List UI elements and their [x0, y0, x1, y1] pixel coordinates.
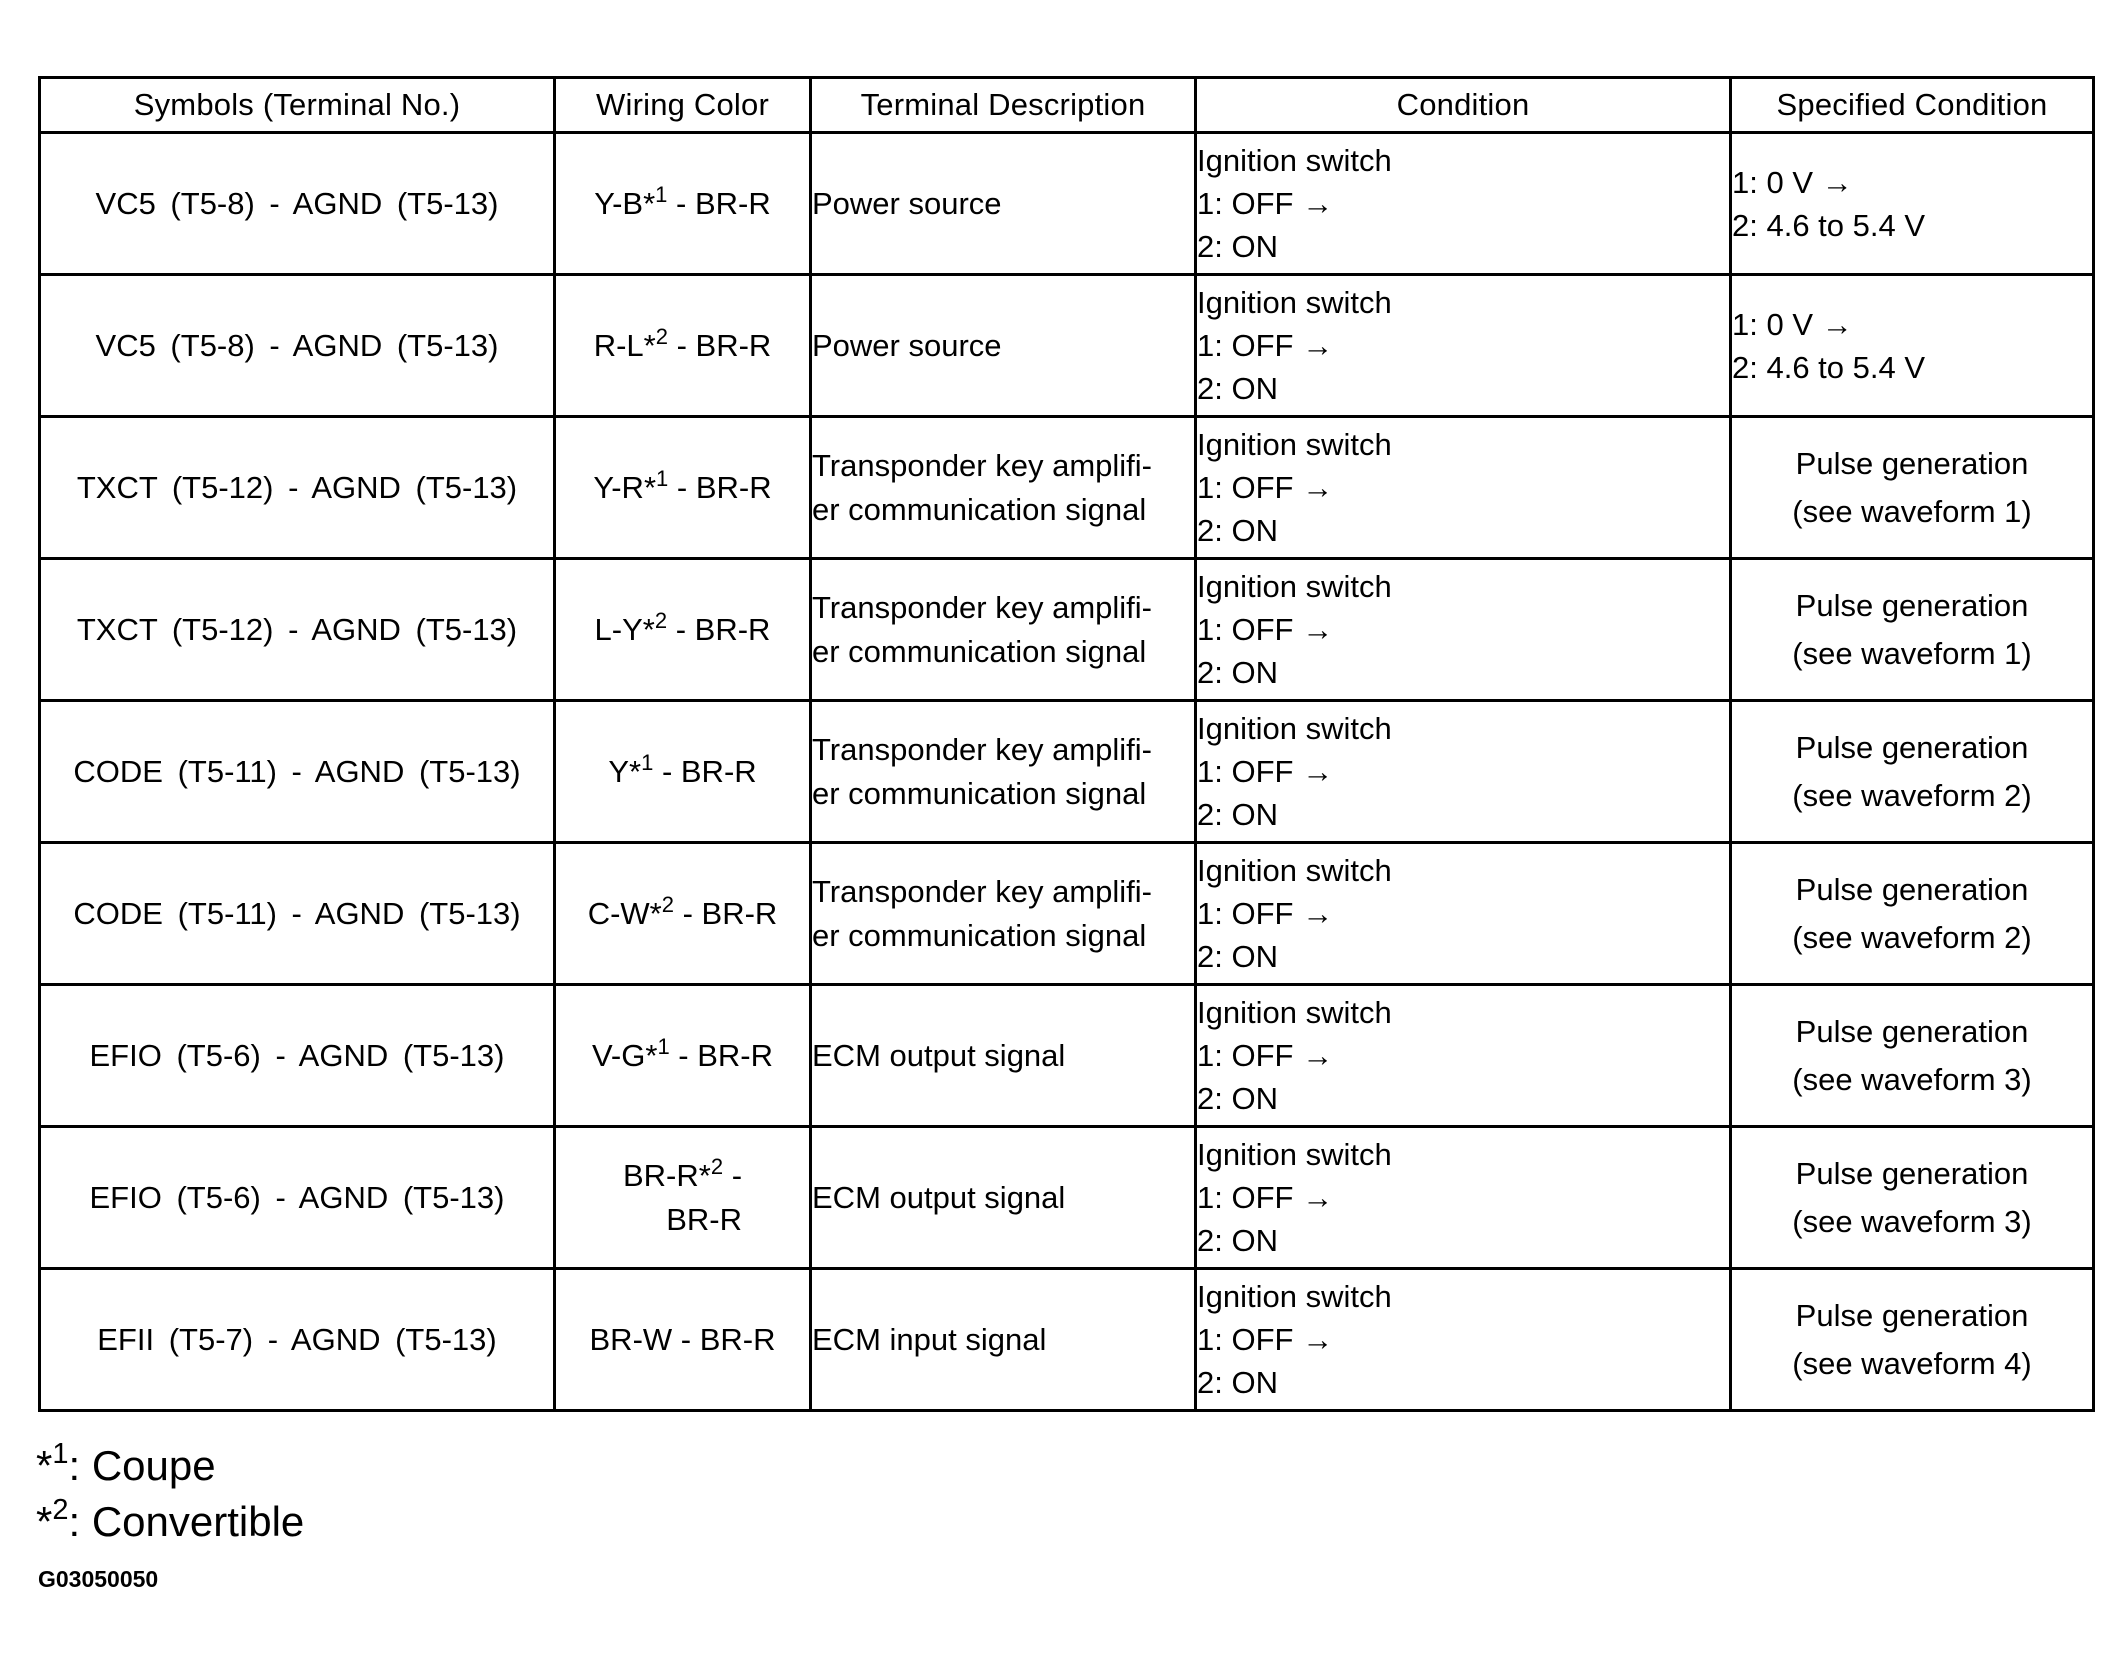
symbols-cell: VC5 (T5-8) - AGND (T5-13) [40, 133, 555, 275]
terminal-description-cell: ECM output signal [811, 1127, 1196, 1269]
terminal-description-cell: Transponder key amplifi- er communication signal [811, 701, 1196, 843]
table-row [40, 275, 2094, 417]
specified-condition-cell: Pulse generation (see waveform 4) [1731, 1269, 2094, 1411]
wiring-color-cell: BR-W - BR-R [555, 1269, 811, 1411]
specified-condition-cell: 1: 0 V → 2: 4.6 to 5.4 V [1731, 133, 2094, 275]
specified-condition-cell: Pulse generation (see waveform 1) [1731, 559, 2094, 701]
specified-condition-cell: Pulse generation (see waveform 3) [1731, 985, 2094, 1127]
symbols-cell: VC5 (T5-8) - AGND (T5-13) [40, 275, 555, 417]
table-row [40, 417, 2094, 559]
header-condition: Condition [1196, 78, 1731, 133]
condition-cell: Ignition switch 1: OFF → 2: ON [1196, 843, 1731, 985]
condition-cell: Ignition switch 1: OFF → 2: ON [1196, 701, 1731, 843]
table-row [40, 843, 2094, 985]
footnote-coupe: *$^1$: Coupe [36, 1438, 216, 1489]
header-wiring-color: Wiring Color [555, 78, 811, 133]
terminal-description-cell: Transponder key amplifi- er communication signal [811, 417, 1196, 559]
header-terminal-description: Terminal Description [811, 78, 1196, 133]
wiring-color-cell: Y*$^1$ - BR-R [555, 701, 811, 843]
wiring-color-cell: R-L*$^2$ - BR-R [555, 275, 811, 417]
wiring-color-cell: Y-R*$^1$ - BR-R [555, 417, 811, 559]
specified-condition-cell: 1: 0 V → 2: 4.6 to 5.4 V [1731, 275, 2094, 417]
symbols-cell: EFII (T5-7) - AGND (T5-13) [40, 1269, 555, 1411]
header-symbols: Symbols (Terminal No.) [40, 78, 555, 133]
table-header-row [40, 78, 2094, 133]
terminal-description-cell: Power source [811, 133, 1196, 275]
header-specified-condition: Specified Condition [1731, 78, 2094, 133]
terminal-description-cell: Power source [811, 275, 1196, 417]
symbols-cell: TXCT (T5-12) - AGND (T5-13) [40, 417, 555, 559]
symbols-cell: EFIO (T5-6) - AGND (T5-13) [40, 985, 555, 1127]
condition-cell: Ignition switch 1: OFF → 2: ON [1196, 275, 1731, 417]
condition-cell: Ignition switch 1: OFF → 2: ON [1196, 985, 1731, 1127]
condition-cell: Ignition switch 1: OFF → 2: ON [1196, 417, 1731, 559]
table-row [40, 1269, 2094, 1411]
figure-code: G03050050 [38, 1566, 159, 1592]
table-row [40, 985, 2094, 1127]
terminal-description-cell: ECM output signal [811, 985, 1196, 1127]
terminal-description-cell: Transponder key amplifi- er communication signal [811, 843, 1196, 985]
condition-cell: Ignition switch 1: OFF → 2: ON [1196, 1269, 1731, 1411]
table-row [40, 1127, 2094, 1269]
condition-cell: Ignition switch 1: OFF → 2: ON [1196, 559, 1731, 701]
specified-condition-cell: Pulse generation (see waveform 2) [1731, 701, 2094, 843]
specified-condition-cell: Pulse generation (see waveform 3) [1731, 1127, 2094, 1269]
symbols-cell: CODE (T5-11) - AGND (T5-13) [40, 843, 555, 985]
wiring-color-cell: C-W*$^2$ - BR-R [555, 843, 811, 985]
terminal-description-cell: Transponder key amplifi- er communication signal [811, 559, 1196, 701]
table-row [40, 701, 2094, 843]
footnotes [36, 1438, 304, 1550]
symbols-cell: EFIO (T5-6) - AGND (T5-13) [40, 1127, 555, 1269]
terminal-description-cell: ECM input signal [811, 1269, 1196, 1411]
specified-condition-cell: Pulse generation (see waveform 1) [1731, 417, 2094, 559]
terminal-spec-table [38, 76, 2095, 1412]
table-row [40, 133, 2094, 275]
wiring-color-cell: Y-B*$^1$ - BR-R [555, 133, 811, 275]
condition-cell: Ignition switch 1: OFF → 2: ON [1196, 1127, 1731, 1269]
footnote-convertible: *$^2$: Convertible [36, 1494, 305, 1545]
condition-cell: Ignition switch 1: OFF → 2: ON [1196, 133, 1731, 275]
wiring-color-cell: L-Y*$^2$ - BR-R [555, 559, 811, 701]
table-row [40, 559, 2094, 701]
symbols-cell: TXCT (T5-12) - AGND (T5-13) [40, 559, 555, 701]
specified-condition-cell: Pulse generation (see waveform 2) [1731, 843, 2094, 985]
wiring-color-cell: V-G*$^1$ - BR-R [555, 985, 811, 1127]
symbols-cell: CODE (T5-11) - AGND (T5-13) [40, 701, 555, 843]
wiring-color-cell: BR-R*$^2$ - BR-R [555, 1127, 811, 1269]
